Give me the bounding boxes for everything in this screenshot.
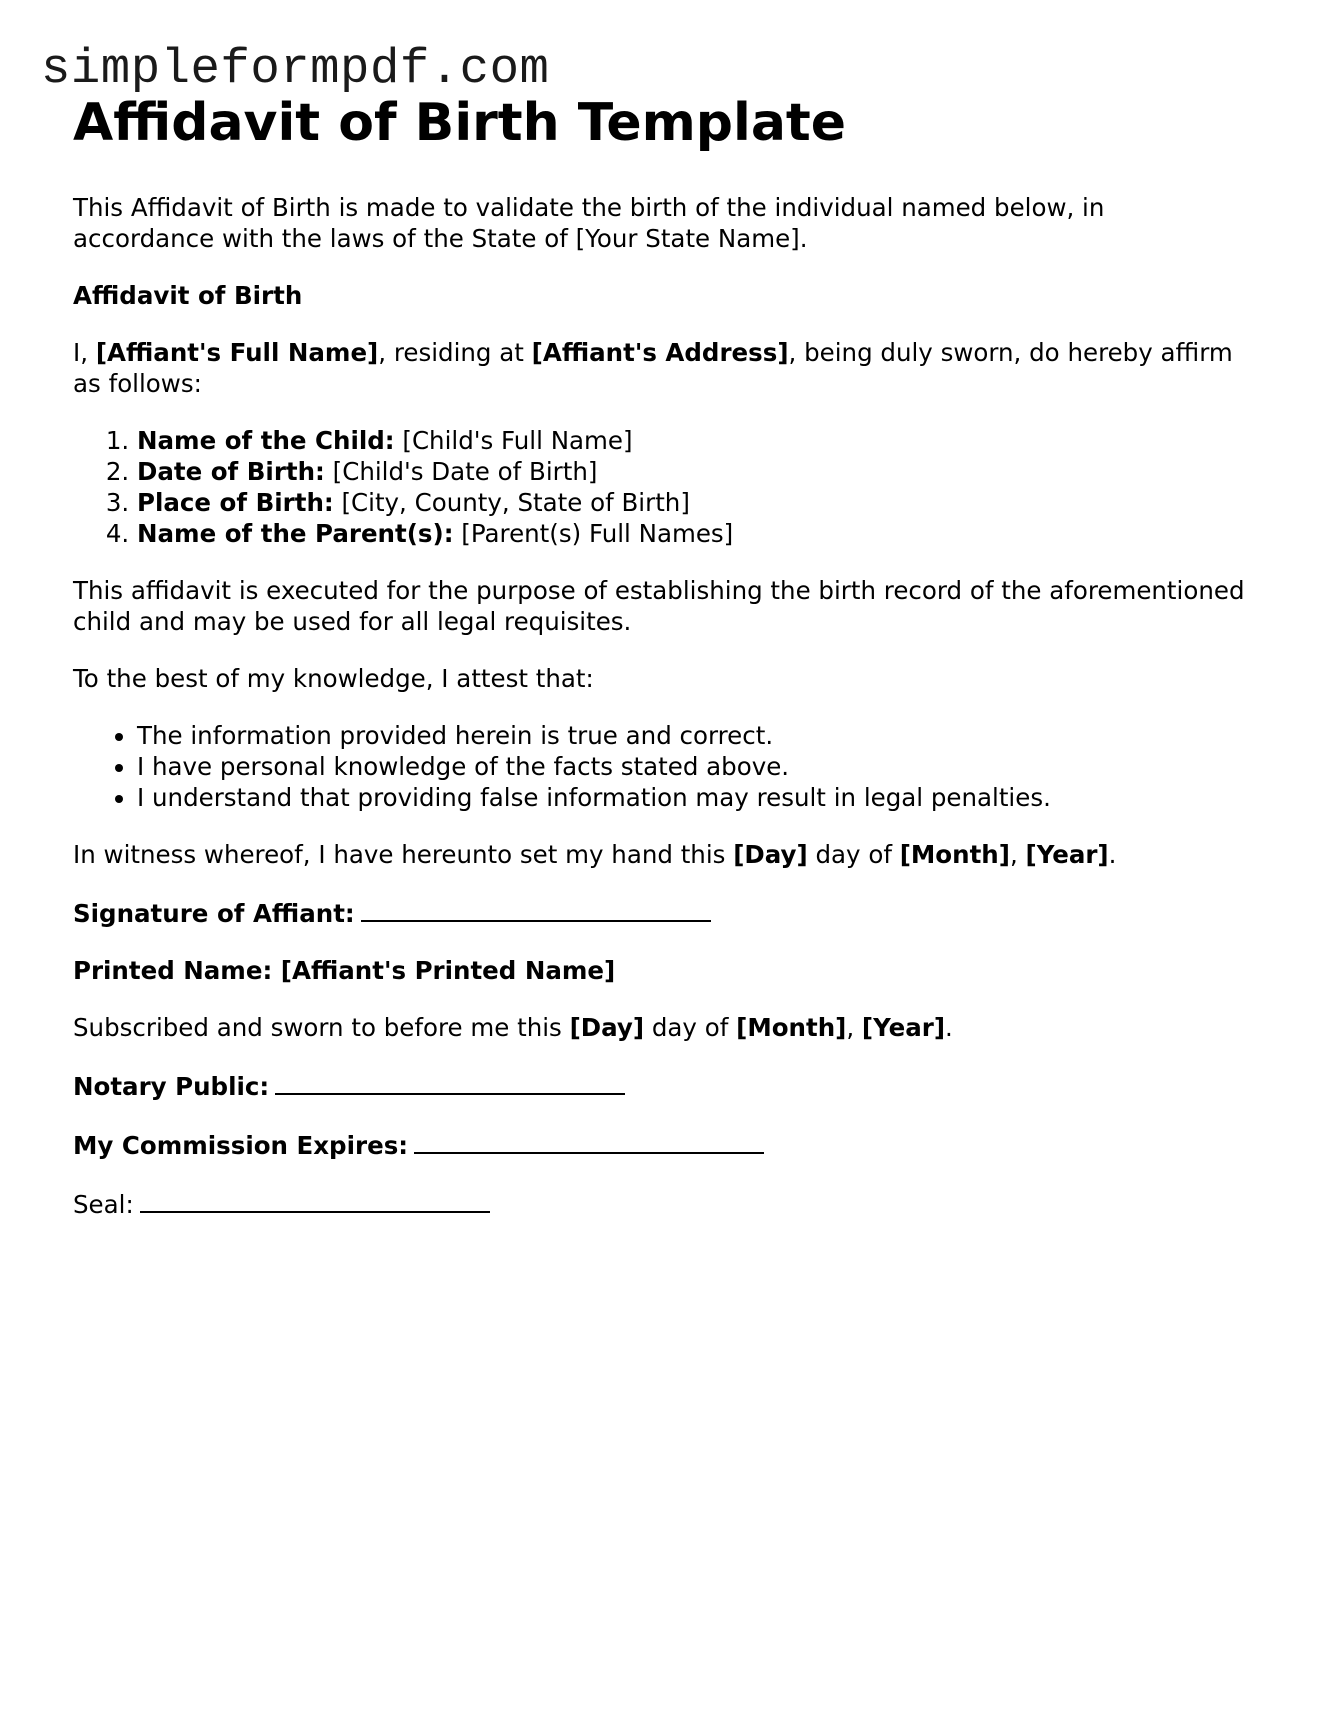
fact-label: Place of Birth: (137, 488, 334, 517)
fact-place-of-birth (137, 487, 1253, 518)
signature-row (73, 896, 1253, 929)
sworn-year: [Year] (861, 1013, 946, 1042)
purpose-paragraph: This affidavit is executed for the purpose of establishing the birth record of the aforementioned child and may be used for all legal requisites. (73, 576, 1245, 636)
attestation-item: • I have personal knowledge of the facts stated above. (137, 751, 1253, 782)
signature-label: Signature of Affiant: (73, 899, 355, 928)
fact-value: [City, County, State of Birth] (333, 488, 690, 517)
signature-line[interactable] (361, 896, 711, 922)
attestation-item: • I understand that providing false information may result in legal penalties. (137, 782, 1253, 813)
witness-year: [Year] (1025, 840, 1109, 869)
fact-label: Name of the Child: (137, 426, 395, 455)
fact-value: [Child's Full Name] (394, 426, 633, 455)
fact-child-name (137, 425, 1253, 456)
notary-line[interactable] (275, 1069, 625, 1095)
sworn-comma: , (846, 1013, 862, 1042)
witness-paragraph (73, 839, 1253, 870)
fact-value: [Child's Date of Birth] (324, 457, 598, 486)
seal-label: Seal: (73, 1190, 134, 1219)
oath-suffix: , being duly sworn, do hereby affirm as follows: (73, 338, 1233, 398)
watermark-text: simpleformpdf.com (41, 41, 550, 97)
witness-comma: , (1009, 840, 1026, 869)
witness-end: . (1108, 840, 1117, 869)
oath-middle: , residing at (378, 338, 532, 367)
intro-paragraph: This Affidavit of Birth is made to validate the birth of the individual named below, in accordance with the laws of the State of [Your State Name]. (73, 193, 1105, 253)
fact-parents (137, 518, 1253, 549)
sworn-end: . (945, 1013, 953, 1042)
printed-name-row: Printed Name: [Affiant's Printed Name] (73, 956, 616, 985)
attestation-list (73, 720, 1253, 813)
commission-label: My Commission Expires: (73, 1131, 409, 1160)
sworn-paragraph (73, 1012, 1253, 1043)
notary-row (73, 1069, 1253, 1102)
seal-line[interactable] (140, 1187, 490, 1213)
oath-prefix: I, (73, 338, 96, 367)
affiant-name-placeholder: [Affiant's Full Name] (95, 338, 379, 367)
sworn-day-of: day of (644, 1013, 737, 1042)
attest-intro: To the best of my knowledge, I attest that: (73, 664, 594, 693)
sworn-prefix: Subscribed and sworn to before me this (73, 1013, 570, 1042)
affiant-address-placeholder: [Affiant's Address] (531, 338, 789, 367)
witness-month: [Month] (899, 840, 1010, 869)
attestation-item: • The information provided herein is true and correct. (137, 720, 1253, 751)
section-heading: Affidavit of Birth (73, 281, 303, 310)
sworn-day: [Day] (569, 1013, 645, 1042)
commission-row (73, 1128, 1253, 1161)
facts-list (73, 425, 1253, 549)
commission-line[interactable] (414, 1128, 764, 1154)
witness-day-of: day of (807, 840, 900, 869)
oath-paragraph (73, 337, 1253, 399)
fact-date-of-birth (137, 456, 1253, 487)
document-title: Affidavit of Birth Template (73, 93, 847, 153)
notary-label: Notary Public: (73, 1072, 270, 1101)
document-body (73, 92, 1253, 1246)
fact-label: Name of the Parent(s): (137, 519, 454, 548)
sworn-month: [Month] (736, 1013, 847, 1042)
witness-prefix: In witness whereof, I have hereunto set my hand this (73, 840, 734, 869)
fact-value: [Parent(s) Full Names] (453, 519, 734, 548)
fact-label: Date of Birth: (137, 457, 325, 486)
witness-day: [Day] (733, 840, 808, 869)
seal-row (73, 1187, 1253, 1220)
